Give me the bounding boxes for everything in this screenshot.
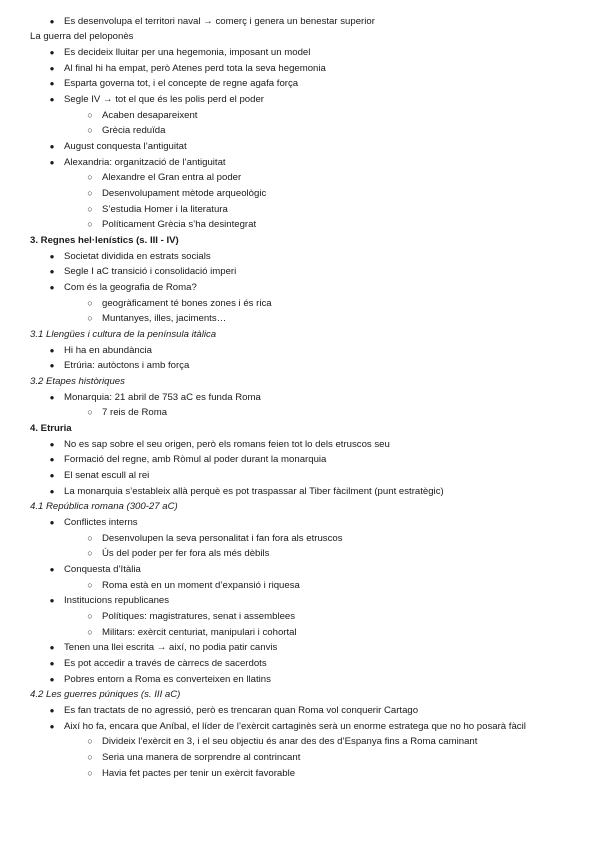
line-text: Monarquia: 21 abril de 753 aC es funda Roma: [64, 391, 261, 403]
hollow-bullet-icon: ○: [87, 610, 93, 621]
bullet-item: [49, 45, 311, 61]
filled-bullet-icon: ●: [49, 267, 55, 277]
line-text: Així ho fa, encara que Aníbal, el líder de l’exèrcit cartaginès serà un enorme estratega que no ho posarà fàcil: [64, 720, 526, 732]
line-text: Conquesta d’Itàlia: [64, 563, 141, 575]
filled-bullet-icon: ●: [49, 439, 55, 449]
filled-bullet-icon: ●: [49, 47, 55, 57]
filled-bullet-icon: ●: [49, 486, 55, 496]
sub-bullet-item: [87, 311, 227, 327]
line-text: Segle IV → tot el que és les polis perd el poder: [64, 93, 264, 105]
bullet-item: [49, 92, 264, 108]
sub-bullet-item: [87, 217, 257, 233]
line-text: S’estudia Homer i la literatura: [102, 203, 228, 215]
bullet-item: [49, 452, 327, 468]
sub-bullet-item: [87, 123, 166, 139]
filled-bullet-icon: ●: [49, 721, 55, 731]
filled-bullet-icon: ●: [49, 282, 55, 292]
filled-bullet-icon: ●: [49, 455, 55, 465]
hollow-bullet-icon: ○: [87, 187, 93, 198]
line-text: 3.1 Llengües i cultura de la península itàlica: [30, 328, 217, 340]
line-text: Políticament Grècia s’ha desintegrat: [102, 219, 257, 231]
sub-bullet-item: [87, 202, 228, 218]
section-heading: [30, 233, 179, 249]
sub-bullet-item: [87, 108, 198, 124]
sub-bullet-item: [87, 296, 272, 312]
hollow-bullet-icon: ○: [87, 219, 93, 230]
line-text: Alexandre el Gran entra al poder: [102, 172, 242, 184]
filled-bullet-icon: ●: [49, 674, 55, 684]
bullet-item: [49, 76, 299, 92]
section-heading: [30, 29, 133, 45]
line-text: Havia fet pactes per tenir un exèrcit favorable: [102, 767, 296, 779]
section-heading: [30, 327, 216, 343]
bullet-item: [49, 249, 211, 265]
line-text: Etrúria: autòctons i amb força: [64, 360, 190, 372]
line-text: Tenen una llei escrita → així, no podia patir canvis: [64, 642, 278, 654]
bullet-item: [49, 593, 170, 609]
bullet-item: [49, 390, 261, 406]
line-text: No es sap sobre el seu origen, però els romans feien tot lo dels etruscos seu: [64, 438, 390, 450]
bullet-item: [49, 484, 444, 500]
filled-bullet-icon: ●: [49, 564, 55, 574]
filled-bullet-icon: ●: [49, 141, 55, 151]
line-text: August conquesta l’antiguitat: [64, 140, 187, 152]
line-text: Formació del regne, amb Ròmul al poder durant la monarquia: [64, 454, 327, 466]
bullet-item: [49, 640, 278, 656]
filled-bullet-icon: ●: [49, 643, 55, 653]
line-text: Ús del poder per fer fora als més dèbils: [102, 548, 270, 560]
line-text: La monarquia s’estableix allà perquè es pot traspassar al Tiber fàcilment (punt estratègic): [64, 485, 444, 497]
bullet-item: [49, 14, 375, 30]
section-heading: [30, 374, 125, 390]
hollow-bullet-icon: ○: [87, 203, 93, 214]
filled-bullet-icon: ●: [49, 470, 55, 480]
sub-bullet-item: [87, 734, 478, 750]
filled-bullet-icon: ●: [49, 705, 55, 715]
hollow-bullet-icon: ○: [87, 548, 93, 559]
line-text: Acaben desapareixent: [102, 109, 198, 121]
filled-bullet-icon: ●: [49, 658, 55, 668]
filled-bullet-icon: ●: [49, 79, 55, 89]
filled-bullet-icon: ●: [49, 345, 55, 355]
hollow-bullet-icon: ○: [87, 532, 93, 543]
line-text: Societat dividida en estrats socials: [64, 250, 211, 262]
hollow-bullet-icon: ○: [87, 767, 93, 778]
bullet-item: [49, 562, 141, 578]
line-text: Divideix l’exèrcit en 3, i el seu objectiu és anar des des d’Espanya fins a Roma caminant: [102, 736, 478, 748]
section-heading: [30, 687, 180, 703]
sub-bullet-item: [87, 766, 296, 782]
sub-bullet-item: [87, 531, 343, 547]
line-text: Conflictes interns: [64, 516, 138, 528]
line-text: Hi ha en abundància: [64, 344, 153, 356]
bullet-item: [49, 703, 419, 719]
hollow-bullet-icon: ○: [87, 751, 93, 762]
bullet-item: [49, 672, 271, 688]
bullet-item: [49, 155, 226, 171]
line-text: Alexandria: organització de l’antiguitat: [64, 156, 226, 168]
hollow-bullet-icon: ○: [87, 297, 93, 308]
line-text: La guerra del peloponès: [30, 31, 134, 43]
section-heading: [30, 421, 72, 437]
sub-bullet-item: [87, 750, 301, 766]
bullet-item: [49, 61, 326, 77]
line-text: Institucions republicanes: [64, 595, 170, 607]
bullet-item: [49, 264, 237, 280]
sub-bullet-item: [87, 609, 296, 625]
hollow-bullet-icon: ○: [87, 626, 93, 637]
line-text: 4.2 Les guerres púniques (s. III aC): [30, 689, 181, 701]
line-text: Desenvolupen la seva personalitat i fan fora als etruscos: [102, 532, 343, 544]
sub-bullet-item: [87, 546, 270, 562]
line-text: Seria una manera de sorprendre al contrincant: [102, 751, 301, 763]
hollow-bullet-icon: ○: [87, 407, 93, 418]
hollow-bullet-icon: ○: [87, 125, 93, 136]
line-text: Desenvolupament mètode arqueològic: [102, 187, 267, 199]
filled-bullet-icon: ●: [49, 157, 55, 167]
line-text: 4.1 República romana (300-27 aC): [30, 501, 178, 513]
line-text: Segle I aC transició i consolidació imperi: [64, 266, 237, 278]
hollow-bullet-icon: ○: [87, 313, 93, 324]
line-text: Muntanyes, illes, jaciments…: [102, 313, 227, 325]
sub-bullet-item: [87, 186, 267, 202]
bullet-item: [49, 515, 138, 531]
bullet-item: [49, 656, 267, 672]
line-text: Polítiques: magistratures, senat i assemblees: [102, 610, 296, 622]
line-text: 3.2 Etapes històriques: [30, 375, 125, 387]
filled-bullet-icon: ●: [49, 361, 55, 371]
filled-bullet-icon: ●: [49, 94, 55, 104]
bullet-item: [49, 280, 197, 296]
line-text: 4. Etruria: [30, 422, 72, 434]
sub-bullet-item: [87, 170, 242, 186]
sub-bullet-item: [87, 625, 297, 641]
line-text: Grècia reduïda: [102, 125, 166, 137]
bullet-item: [49, 719, 526, 735]
hollow-bullet-icon: ○: [87, 172, 93, 183]
line-text: Roma està en un moment d’expansió i riquesa: [102, 579, 300, 591]
bullet-item: [49, 343, 153, 359]
line-text: Militars: exèrcit centuriat, manipulari i cohortal: [102, 626, 297, 638]
bullet-item: [49, 468, 150, 484]
filled-bullet-icon: ●: [49, 251, 55, 261]
line-text: Es fan tractats de no agressió, però es trencaran quan Roma vol conquerir Cartago: [64, 704, 419, 716]
hollow-bullet-icon: ○: [87, 579, 93, 590]
line-text: 7 reis de Roma: [102, 407, 168, 419]
line-text: Esparta governa tot, i el concepte de regne agafa força: [64, 78, 299, 90]
line-text: Pobres entorn a Roma es converteixen en llatins: [64, 673, 271, 685]
sub-bullet-item: [87, 405, 168, 421]
hollow-bullet-icon: ○: [87, 736, 93, 747]
line-text: Al final hi ha empat, però Atenes perd tota la seva hegemonia: [64, 62, 326, 74]
line-text: Com és la geografia de Roma?: [64, 281, 197, 293]
line-text: 3. Regnes hel·lenístics (s. III - IV): [30, 234, 179, 246]
filled-bullet-icon: ●: [49, 596, 55, 606]
filled-bullet-icon: ●: [49, 63, 55, 73]
sub-bullet-item: [87, 578, 300, 594]
filled-bullet-icon: ●: [49, 16, 55, 26]
line-text: Es desenvolupa el territori naval → comerç i genera un benestar superior: [64, 15, 375, 27]
line-text: El senat escull al rei: [64, 469, 150, 481]
filled-bullet-icon: ●: [49, 392, 55, 402]
filled-bullet-icon: ●: [49, 517, 55, 527]
bullet-item: [49, 358, 190, 374]
line-text: geogràficament té bones zones i és rica: [102, 297, 272, 309]
section-heading: [30, 499, 178, 515]
bullet-item: [49, 437, 390, 453]
bullet-item: [49, 139, 187, 155]
line-text: Es decideix lluitar per una hegemonia, imposant un model: [64, 46, 311, 58]
hollow-bullet-icon: ○: [87, 109, 93, 120]
line-text: Es pot accedir a través de càrrecs de sacerdots: [64, 657, 267, 669]
